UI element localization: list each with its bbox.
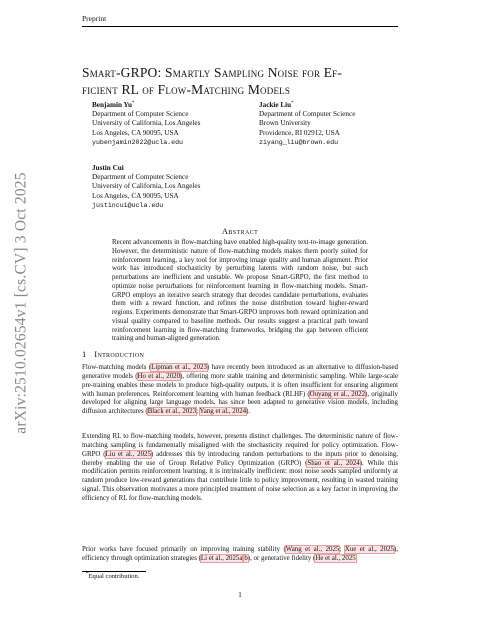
footnote-mark: *	[86, 572, 89, 577]
abstract-heading: Abstract	[221, 226, 259, 236]
paragraph-text: ;	[339, 546, 345, 553]
intro-paragraph-2	[82, 433, 398, 504]
paragraph-text: ;	[196, 408, 200, 416]
author-email[interactable]: justincui@ucla.edu	[92, 201, 164, 209]
citation-link[interactable]: b	[244, 554, 248, 562]
citation-link[interactable]: Ouyang et al., 2022	[309, 390, 366, 398]
page-number: 1	[238, 590, 242, 599]
paragraph-text: Extending RL to flow-matching models, however, presents distinct challenges. The deterministic nature of flow-matching sampling is fundamentally misaligned with the stochasticity required for policy optimization. Flow-GRPO (	[82, 433, 398, 458]
footnote	[86, 573, 139, 580]
footnote-text: Equal contribution.	[88, 573, 140, 580]
paragraph-text: ), originally developed for aligning large language models, has since been adapted to generative vision models, including diffusion architectures (	[82, 390, 398, 416]
author-name: Benjamin Yu	[92, 101, 133, 109]
paragraph-text: ). While this modification permits reinforcement learning, it is intrinsically inefficient: most noise seeds sampled uniformly at random produce low-reward generations that contribute little to policy improvement, resulting in wasted training signal. This observation motivates a more principled treatment of noise selection as a key factor in improving the efficiency of RL for flow-matching models.	[82, 459, 399, 502]
paragraph-text: ), offering more stable training and deterministic sampling. While large-scale pre-training enables these models to produce high-quality outputs, it is often insufficient for ensuring alignment with human preferences. Reinforcement learning with human feedback (RLHF) (	[82, 372, 398, 398]
title-line-1: Smart-GRPO: Smartly Sampling Noise for Ef-	[82, 65, 343, 80]
paragraph-text: Prior works have focused primarily on improving training stability (	[82, 546, 286, 553]
author-loc: Los Angeles, CA 90095, USA	[92, 128, 179, 137]
citation-link[interactable]: Black et al., 2023	[147, 408, 197, 416]
section-title: Introduction	[94, 349, 145, 359]
author-loc: Los Angeles, CA 90095, USA	[92, 191, 179, 200]
header-rule	[82, 26, 398, 27]
author-block	[92, 101, 252, 147]
citation-link[interactable]: Wang et al., 2025	[285, 546, 340, 553]
abstract-text: Recent advancements in flow-matching have enabled high-quality text-to-image generation. However, the deterministic nature of flow-matching models makes them poorly suited for reinforcement learning, a key tool for improving image quality and human alignment. Prior work has introduced stochasticity by perturbing latents with random noise, but such perturbations are inefficient and unstable. We propose Smart-GRPO, the first method to optimize noise perturbations for reinforcement learning in flow-matching models. Smart-GRPO employs an iterative search strategy that decodes candidate perturbations, evaluates them with a reward function, and refines the noise distribution toward higher-reward regions. Experiments demonstrate that Smart-GRPO improves both reward optimization and visual quality compared to baseline methods. Our results suggest a practical path toward reinforcement learning in flow-matching frameworks, bridging the gap between efficient training and human-aligned generation.	[112, 239, 368, 343]
title-line-2: ficient RL of Flow-Matching Models	[82, 82, 291, 97]
section-heading	[82, 349, 144, 359]
paragraph-text: ), or generative fidelity (	[247, 554, 316, 562]
author-inst: Brown University	[259, 119, 311, 128]
paragraph-text: ), efficiency through optimization strategies (	[82, 546, 398, 562]
citation-link[interactable]: Lipman et al., 2023	[151, 364, 207, 371]
author-name: Jackie Liu	[259, 101, 292, 109]
paragraph-text: Flow-matching models (	[82, 364, 152, 371]
footnote-rule	[82, 571, 146, 572]
author-name: Justin Cui	[92, 164, 124, 172]
author-dept: Department of Computer Science	[92, 110, 189, 119]
author-block	[92, 164, 252, 210]
author-dept: Department of Computer Science	[259, 110, 356, 119]
author-inst: University of California, Los Angeles	[92, 182, 201, 191]
author-email[interactable]: yubenjamin2022@ucla.edu	[92, 138, 184, 146]
running-head: Preprint	[82, 14, 107, 23]
intro-paragraph-1	[82, 364, 398, 417]
citation-link[interactable]: Shao et al., 2024	[307, 459, 360, 467]
citation-link[interactable]: Li et al., 2025a	[200, 554, 243, 562]
citation-link[interactable]: Yang et al., 2024	[199, 408, 247, 416]
paragraph-text: ) addresses this by introducing random perturbations to the inputs prior to denoising, thereby enabling the use of Group Relative Policy Optimization (GRPO) (	[82, 450, 398, 467]
paper-title	[82, 64, 402, 98]
citation-link[interactable]: Xue et al., 2025	[344, 546, 394, 553]
paragraph-text: ;	[355, 554, 358, 562]
author-dept: Department of Computer Science	[92, 173, 189, 182]
equal-contribution-mark: *	[132, 101, 135, 106]
citation-link[interactable]: Ho et al., 2020	[137, 372, 181, 380]
arxiv-identifier[interactable]: arXiv:2510.02654v1 [cs.CV] 3 Oct 2025	[13, 172, 30, 434]
section-number: 1	[82, 349, 87, 359]
equal-contribution-mark: *	[291, 101, 294, 106]
arxiv-side-label	[12, 138, 32, 468]
paragraph-text: ) have recently been introduced as an alternative to diffusion-based generative models (	[82, 364, 399, 380]
citation-link[interactable]: He et al., 2025	[315, 554, 356, 562]
citation-link[interactable]: Liu et al., 2025	[105, 450, 151, 458]
author-loc: Providence, RI 02912, USA	[259, 128, 340, 137]
intro-paragraph-3	[82, 546, 398, 564]
author-email[interactable]: ziyang_liu@brown.edu	[259, 138, 339, 146]
paragraph-text: ).	[246, 408, 251, 416]
author-inst: University of California, Los Angeles	[92, 119, 201, 128]
author-block	[259, 101, 409, 147]
